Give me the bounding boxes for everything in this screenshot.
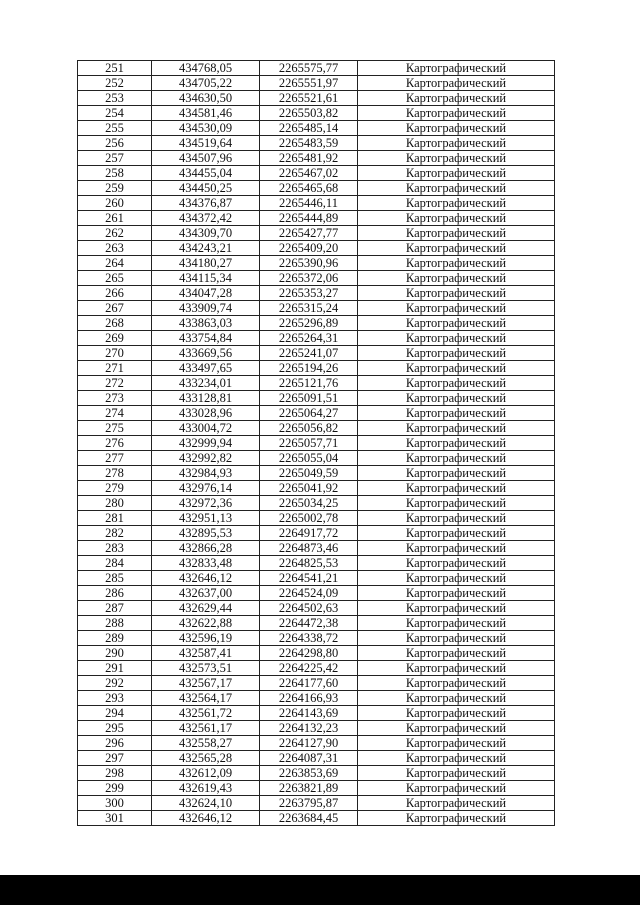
point-number-cell: 257 bbox=[78, 151, 152, 166]
x-coordinate-cell: 432895,53 bbox=[152, 526, 260, 541]
method-cell: Картографический bbox=[358, 811, 555, 826]
method-cell: Картографический bbox=[358, 196, 555, 211]
x-coordinate-cell: 433497,65 bbox=[152, 361, 260, 376]
point-number-cell: 281 bbox=[78, 511, 152, 526]
y-coordinate-cell: 2264143,69 bbox=[260, 706, 358, 721]
point-number-cell: 264 bbox=[78, 256, 152, 271]
point-number-cell: 261 bbox=[78, 211, 152, 226]
method-cell: Картографический bbox=[358, 676, 555, 691]
method-cell: Картографический bbox=[358, 376, 555, 391]
table-row bbox=[78, 796, 555, 811]
method-cell: Картографический bbox=[358, 256, 555, 271]
x-coordinate-cell: 433128,81 bbox=[152, 391, 260, 406]
y-coordinate-cell: 2264524,09 bbox=[260, 586, 358, 601]
x-coordinate-cell: 432596,19 bbox=[152, 631, 260, 646]
x-coordinate-cell: 432629,44 bbox=[152, 601, 260, 616]
method-cell: Картографический bbox=[358, 391, 555, 406]
point-number-cell: 254 bbox=[78, 106, 152, 121]
point-number-cell: 285 bbox=[78, 571, 152, 586]
method-cell: Картографический bbox=[358, 466, 555, 481]
y-coordinate-cell: 2265503,82 bbox=[260, 106, 358, 121]
x-coordinate-cell: 432972,36 bbox=[152, 496, 260, 511]
point-number-cell: 300 bbox=[78, 796, 152, 811]
table-row bbox=[78, 781, 555, 796]
method-cell: Картографический bbox=[358, 91, 555, 106]
x-coordinate-cell: 433754,84 bbox=[152, 331, 260, 346]
table-row bbox=[78, 76, 555, 91]
table-row bbox=[78, 181, 555, 196]
method-cell: Картографический bbox=[358, 361, 555, 376]
point-number-cell: 262 bbox=[78, 226, 152, 241]
y-coordinate-cell: 2265049,59 bbox=[260, 466, 358, 481]
point-number-cell: 255 bbox=[78, 121, 152, 136]
method-cell: Картографический bbox=[358, 766, 555, 781]
method-cell: Картографический bbox=[358, 181, 555, 196]
y-coordinate-cell: 2265264,31 bbox=[260, 331, 358, 346]
point-number-cell: 279 bbox=[78, 481, 152, 496]
table-row bbox=[78, 496, 555, 511]
x-coordinate-cell: 434768,05 bbox=[152, 61, 260, 76]
method-cell: Картографический bbox=[358, 406, 555, 421]
y-coordinate-cell: 2265551,97 bbox=[260, 76, 358, 91]
y-coordinate-cell: 2265465,68 bbox=[260, 181, 358, 196]
x-coordinate-cell: 434047,28 bbox=[152, 286, 260, 301]
x-coordinate-cell: 434243,21 bbox=[152, 241, 260, 256]
method-cell: Картографический bbox=[358, 541, 555, 556]
point-number-cell: 265 bbox=[78, 271, 152, 286]
x-coordinate-cell: 433028,96 bbox=[152, 406, 260, 421]
point-number-cell: 290 bbox=[78, 646, 152, 661]
table-row bbox=[78, 556, 555, 571]
y-coordinate-cell: 2265483,59 bbox=[260, 136, 358, 151]
table-row bbox=[78, 661, 555, 676]
x-coordinate-cell: 434309,70 bbox=[152, 226, 260, 241]
table-row bbox=[78, 736, 555, 751]
point-number-cell: 276 bbox=[78, 436, 152, 451]
coordinates-table bbox=[77, 60, 555, 826]
y-coordinate-cell: 2265002,78 bbox=[260, 511, 358, 526]
method-cell: Картографический bbox=[358, 796, 555, 811]
y-coordinate-cell: 2263684,45 bbox=[260, 811, 358, 826]
table-row bbox=[78, 676, 555, 691]
x-coordinate-cell: 432587,41 bbox=[152, 646, 260, 661]
table-row bbox=[78, 211, 555, 226]
coordinates-table-body bbox=[78, 61, 555, 826]
table-row bbox=[78, 151, 555, 166]
method-cell: Картографический bbox=[358, 451, 555, 466]
point-number-cell: 280 bbox=[78, 496, 152, 511]
point-number-cell: 259 bbox=[78, 181, 152, 196]
y-coordinate-cell: 2265091,51 bbox=[260, 391, 358, 406]
method-cell: Картографический bbox=[358, 496, 555, 511]
y-coordinate-cell: 2264873,46 bbox=[260, 541, 358, 556]
y-coordinate-cell: 2265485,14 bbox=[260, 121, 358, 136]
y-coordinate-cell: 2265427,77 bbox=[260, 226, 358, 241]
x-coordinate-cell: 434581,46 bbox=[152, 106, 260, 121]
point-number-cell: 297 bbox=[78, 751, 152, 766]
point-number-cell: 299 bbox=[78, 781, 152, 796]
y-coordinate-cell: 2265055,04 bbox=[260, 451, 358, 466]
point-number-cell: 283 bbox=[78, 541, 152, 556]
method-cell: Картографический bbox=[358, 241, 555, 256]
x-coordinate-cell: 433909,74 bbox=[152, 301, 260, 316]
table-row bbox=[78, 646, 555, 661]
table-row bbox=[78, 166, 555, 181]
x-coordinate-cell: 434376,87 bbox=[152, 196, 260, 211]
y-coordinate-cell: 2265481,92 bbox=[260, 151, 358, 166]
table-row bbox=[78, 721, 555, 736]
x-coordinate-cell: 432646,12 bbox=[152, 811, 260, 826]
method-cell: Картографический bbox=[358, 346, 555, 361]
x-coordinate-cell: 432612,09 bbox=[152, 766, 260, 781]
y-coordinate-cell: 2263821,89 bbox=[260, 781, 358, 796]
y-coordinate-cell: 2265521,61 bbox=[260, 91, 358, 106]
point-number-cell: 295 bbox=[78, 721, 152, 736]
y-coordinate-cell: 2265409,20 bbox=[260, 241, 358, 256]
point-number-cell: 284 bbox=[78, 556, 152, 571]
table-row bbox=[78, 271, 555, 286]
scan-bottom-edge bbox=[0, 875, 640, 905]
point-number-cell: 301 bbox=[78, 811, 152, 826]
point-number-cell: 294 bbox=[78, 706, 152, 721]
table-row bbox=[78, 136, 555, 151]
method-cell: Картографический bbox=[358, 421, 555, 436]
table-row bbox=[78, 601, 555, 616]
table-row bbox=[78, 91, 555, 106]
y-coordinate-cell: 2264472,38 bbox=[260, 616, 358, 631]
x-coordinate-cell: 434530,09 bbox=[152, 121, 260, 136]
table-row bbox=[78, 226, 555, 241]
table-row bbox=[78, 766, 555, 781]
table-row bbox=[78, 691, 555, 706]
y-coordinate-cell: 2264132,23 bbox=[260, 721, 358, 736]
x-coordinate-cell: 432624,10 bbox=[152, 796, 260, 811]
point-number-cell: 268 bbox=[78, 316, 152, 331]
table-row bbox=[78, 286, 555, 301]
x-coordinate-cell: 434455,04 bbox=[152, 166, 260, 181]
point-number-cell: 270 bbox=[78, 346, 152, 361]
x-coordinate-cell: 432622,88 bbox=[152, 616, 260, 631]
method-cell: Картографический bbox=[358, 586, 555, 601]
y-coordinate-cell: 2265315,24 bbox=[260, 301, 358, 316]
x-coordinate-cell: 432984,93 bbox=[152, 466, 260, 481]
y-coordinate-cell: 2265241,07 bbox=[260, 346, 358, 361]
point-number-cell: 256 bbox=[78, 136, 152, 151]
method-cell: Картографический bbox=[358, 736, 555, 751]
table-row bbox=[78, 511, 555, 526]
y-coordinate-cell: 2263795,87 bbox=[260, 796, 358, 811]
table-row bbox=[78, 61, 555, 76]
point-number-cell: 292 bbox=[78, 676, 152, 691]
y-coordinate-cell: 2264825,53 bbox=[260, 556, 358, 571]
method-cell: Картографический bbox=[358, 691, 555, 706]
y-coordinate-cell: 2264225,42 bbox=[260, 661, 358, 676]
x-coordinate-cell: 432573,51 bbox=[152, 661, 260, 676]
method-cell: Картографический bbox=[358, 526, 555, 541]
point-number-cell: 288 bbox=[78, 616, 152, 631]
method-cell: Картографический bbox=[358, 121, 555, 136]
method-cell: Картографический bbox=[358, 166, 555, 181]
method-cell: Картографический bbox=[358, 781, 555, 796]
point-number-cell: 282 bbox=[78, 526, 152, 541]
y-coordinate-cell: 2264166,93 bbox=[260, 691, 358, 706]
x-coordinate-cell: 432619,43 bbox=[152, 781, 260, 796]
point-number-cell: 273 bbox=[78, 391, 152, 406]
point-number-cell: 266 bbox=[78, 286, 152, 301]
method-cell: Картографический bbox=[358, 316, 555, 331]
point-number-cell: 287 bbox=[78, 601, 152, 616]
x-coordinate-cell: 432565,28 bbox=[152, 751, 260, 766]
y-coordinate-cell: 2264177,60 bbox=[260, 676, 358, 691]
x-coordinate-cell: 434519,64 bbox=[152, 136, 260, 151]
x-coordinate-cell: 433863,03 bbox=[152, 316, 260, 331]
point-number-cell: 289 bbox=[78, 631, 152, 646]
table-row bbox=[78, 391, 555, 406]
x-coordinate-cell: 432866,28 bbox=[152, 541, 260, 556]
x-coordinate-cell: 432646,12 bbox=[152, 571, 260, 586]
point-number-cell: 260 bbox=[78, 196, 152, 211]
x-coordinate-cell: 434115,34 bbox=[152, 271, 260, 286]
point-number-cell: 275 bbox=[78, 421, 152, 436]
table-row bbox=[78, 241, 555, 256]
table-row bbox=[78, 301, 555, 316]
y-coordinate-cell: 2265041,92 bbox=[260, 481, 358, 496]
x-coordinate-cell: 434450,25 bbox=[152, 181, 260, 196]
y-coordinate-cell: 2265372,06 bbox=[260, 271, 358, 286]
table-row bbox=[78, 451, 555, 466]
method-cell: Картографический bbox=[358, 556, 555, 571]
table-row bbox=[78, 376, 555, 391]
method-cell: Картографический bbox=[358, 271, 555, 286]
table-row bbox=[78, 421, 555, 436]
table-row bbox=[78, 526, 555, 541]
y-coordinate-cell: 2265444,89 bbox=[260, 211, 358, 226]
method-cell: Картографический bbox=[358, 631, 555, 646]
method-cell: Картографический bbox=[358, 211, 555, 226]
method-cell: Картографический bbox=[358, 76, 555, 91]
y-coordinate-cell: 2265034,25 bbox=[260, 496, 358, 511]
method-cell: Картографический bbox=[358, 151, 555, 166]
point-number-cell: 263 bbox=[78, 241, 152, 256]
point-number-cell: 251 bbox=[78, 61, 152, 76]
y-coordinate-cell: 2264502,63 bbox=[260, 601, 358, 616]
x-coordinate-cell: 432951,13 bbox=[152, 511, 260, 526]
x-coordinate-cell: 433669,56 bbox=[152, 346, 260, 361]
point-number-cell: 286 bbox=[78, 586, 152, 601]
table-row bbox=[78, 316, 555, 331]
table-row bbox=[78, 361, 555, 376]
x-coordinate-cell: 432561,17 bbox=[152, 721, 260, 736]
method-cell: Картографический bbox=[358, 106, 555, 121]
point-number-cell: 271 bbox=[78, 361, 152, 376]
method-cell: Картографический bbox=[358, 706, 555, 721]
table-row bbox=[78, 571, 555, 586]
x-coordinate-cell: 432558,27 bbox=[152, 736, 260, 751]
method-cell: Картографический bbox=[358, 331, 555, 346]
y-coordinate-cell: 2265353,27 bbox=[260, 286, 358, 301]
y-coordinate-cell: 2264087,31 bbox=[260, 751, 358, 766]
table-row bbox=[78, 481, 555, 496]
point-number-cell: 272 bbox=[78, 376, 152, 391]
y-coordinate-cell: 2263853,69 bbox=[260, 766, 358, 781]
method-cell: Картографический bbox=[358, 61, 555, 76]
x-coordinate-cell: 432567,17 bbox=[152, 676, 260, 691]
point-number-cell: 296 bbox=[78, 736, 152, 751]
method-cell: Картографический bbox=[358, 226, 555, 241]
method-cell: Картографический bbox=[358, 601, 555, 616]
y-coordinate-cell: 2265296,89 bbox=[260, 316, 358, 331]
x-coordinate-cell: 432564,17 bbox=[152, 691, 260, 706]
y-coordinate-cell: 2265467,02 bbox=[260, 166, 358, 181]
x-coordinate-cell: 434630,50 bbox=[152, 91, 260, 106]
point-number-cell: 274 bbox=[78, 406, 152, 421]
table-row bbox=[78, 106, 555, 121]
table-row bbox=[78, 541, 555, 556]
table-row bbox=[78, 406, 555, 421]
method-cell: Картографический bbox=[358, 721, 555, 736]
table-row bbox=[78, 706, 555, 721]
method-cell: Картографический bbox=[358, 511, 555, 526]
x-coordinate-cell: 434372,42 bbox=[152, 211, 260, 226]
point-number-cell: 277 bbox=[78, 451, 152, 466]
table-row bbox=[78, 616, 555, 631]
x-coordinate-cell: 434705,22 bbox=[152, 76, 260, 91]
x-coordinate-cell: 433234,01 bbox=[152, 376, 260, 391]
method-cell: Картографический bbox=[358, 571, 555, 586]
method-cell: Картографический bbox=[358, 436, 555, 451]
x-coordinate-cell: 434180,27 bbox=[152, 256, 260, 271]
y-coordinate-cell: 2264338,72 bbox=[260, 631, 358, 646]
x-coordinate-cell: 432999,94 bbox=[152, 436, 260, 451]
point-number-cell: 252 bbox=[78, 76, 152, 91]
x-coordinate-cell: 432833,48 bbox=[152, 556, 260, 571]
table-row bbox=[78, 256, 555, 271]
table-row bbox=[78, 436, 555, 451]
method-cell: Картографический bbox=[358, 301, 555, 316]
point-number-cell: 298 bbox=[78, 766, 152, 781]
point-number-cell: 278 bbox=[78, 466, 152, 481]
y-coordinate-cell: 2265194,26 bbox=[260, 361, 358, 376]
method-cell: Картографический bbox=[358, 646, 555, 661]
y-coordinate-cell: 2265057,71 bbox=[260, 436, 358, 451]
y-coordinate-cell: 2264298,80 bbox=[260, 646, 358, 661]
y-coordinate-cell: 2265064,27 bbox=[260, 406, 358, 421]
point-number-cell: 291 bbox=[78, 661, 152, 676]
method-cell: Картографический bbox=[358, 616, 555, 631]
table-row bbox=[78, 121, 555, 136]
x-coordinate-cell: 432561,72 bbox=[152, 706, 260, 721]
table-row bbox=[78, 811, 555, 826]
y-coordinate-cell: 2265121,76 bbox=[260, 376, 358, 391]
y-coordinate-cell: 2265056,82 bbox=[260, 421, 358, 436]
point-number-cell: 253 bbox=[78, 91, 152, 106]
method-cell: Картографический bbox=[358, 661, 555, 676]
table-row bbox=[78, 751, 555, 766]
point-number-cell: 269 bbox=[78, 331, 152, 346]
x-coordinate-cell: 434507,96 bbox=[152, 151, 260, 166]
y-coordinate-cell: 2265575,77 bbox=[260, 61, 358, 76]
x-coordinate-cell: 432992,82 bbox=[152, 451, 260, 466]
table-row bbox=[78, 346, 555, 361]
y-coordinate-cell: 2264917,72 bbox=[260, 526, 358, 541]
point-number-cell: 293 bbox=[78, 691, 152, 706]
table-row bbox=[78, 331, 555, 346]
x-coordinate-cell: 433004,72 bbox=[152, 421, 260, 436]
method-cell: Картографический bbox=[358, 286, 555, 301]
y-coordinate-cell: 2265390,96 bbox=[260, 256, 358, 271]
x-coordinate-cell: 432637,00 bbox=[152, 586, 260, 601]
method-cell: Картографический bbox=[358, 481, 555, 496]
y-coordinate-cell: 2265446,11 bbox=[260, 196, 358, 211]
y-coordinate-cell: 2264127,90 bbox=[260, 736, 358, 751]
table-row bbox=[78, 466, 555, 481]
method-cell: Картографический bbox=[358, 136, 555, 151]
point-number-cell: 267 bbox=[78, 301, 152, 316]
table-row bbox=[78, 631, 555, 646]
method-cell: Картографический bbox=[358, 751, 555, 766]
table-row bbox=[78, 196, 555, 211]
point-number-cell: 258 bbox=[78, 166, 152, 181]
y-coordinate-cell: 2264541,21 bbox=[260, 571, 358, 586]
table-row bbox=[78, 586, 555, 601]
x-coordinate-cell: 432976,14 bbox=[152, 481, 260, 496]
